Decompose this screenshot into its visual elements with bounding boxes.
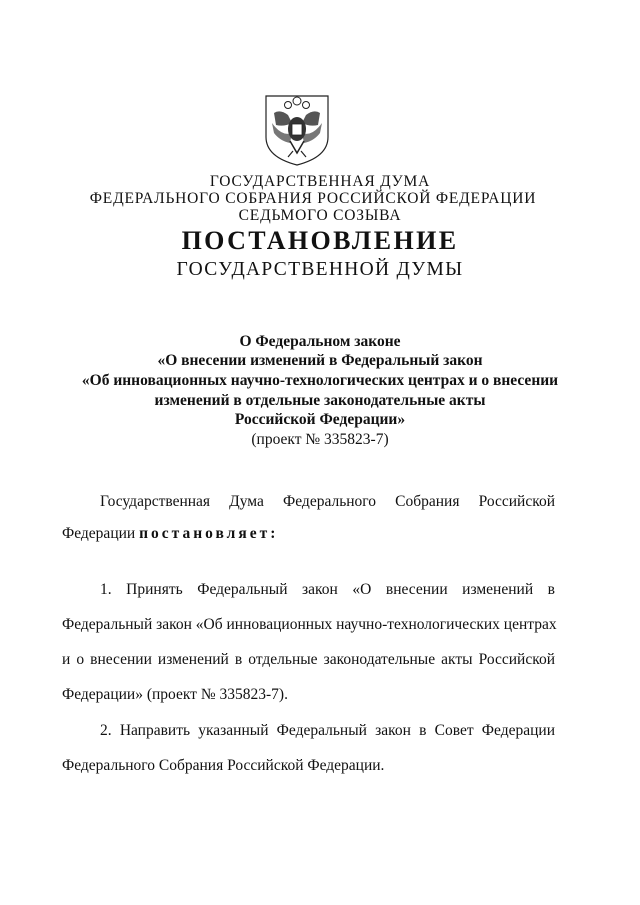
document-subtitle: ГОСУДАРСТВЕННОЙ ДУМЫ <box>176 259 464 280</box>
preamble-line2 <box>62 525 278 543</box>
bill-number: (проект № 335823-7) <box>251 431 389 448</box>
coat-of-arms-icon <box>262 93 332 167</box>
subject-line1: О Федеральном законе <box>239 333 401 350</box>
document-title: ПОСТАНОВЛЕНИЕ <box>181 226 459 255</box>
item2-line1: 2. Направить указанный Федеральный закон в Совет Федерации <box>100 722 555 739</box>
org-name-line1: ГОСУДАРСТВЕННАЯ ДУМА <box>209 173 431 190</box>
subject-line3: «Об инновационных научно-технологических центрах и о внесении <box>81 372 559 389</box>
item1-line3: и о внесении изменений в отдельные законодательные акты Российской <box>62 651 555 668</box>
item2-line2: Федерального Собрания Российской Федерации. <box>62 757 385 774</box>
preamble-prefix: Федерации <box>62 525 136 542</box>
subject-line4: изменений в отдельные законодательные акты <box>154 392 486 409</box>
item1-line2: Федеральный закон «Об инновационных научно-технологических центрах <box>62 616 557 633</box>
subject-line5: Российской Федерации» <box>234 411 406 428</box>
resolves-keyword: постановляет: <box>139 525 279 542</box>
preamble-line1: Государственная Дума Федерального Собрания Российской <box>100 493 555 510</box>
convocation-line: СЕДЬМОГО СОЗЫВА <box>238 207 402 224</box>
item1-line4: Федерации» (проект № 335823-7). <box>62 686 288 703</box>
subject-line2: «О внесении изменений в Федеральный закон <box>157 352 483 369</box>
item1-line1: 1. Принять Федеральный закон «О внесении изменений в <box>100 581 555 598</box>
org-name-line2: ФЕДЕРАЛЬНОГО СОБРАНИЯ РОССИЙСКОЙ ФЕДЕРАЦИИ <box>89 190 537 207</box>
